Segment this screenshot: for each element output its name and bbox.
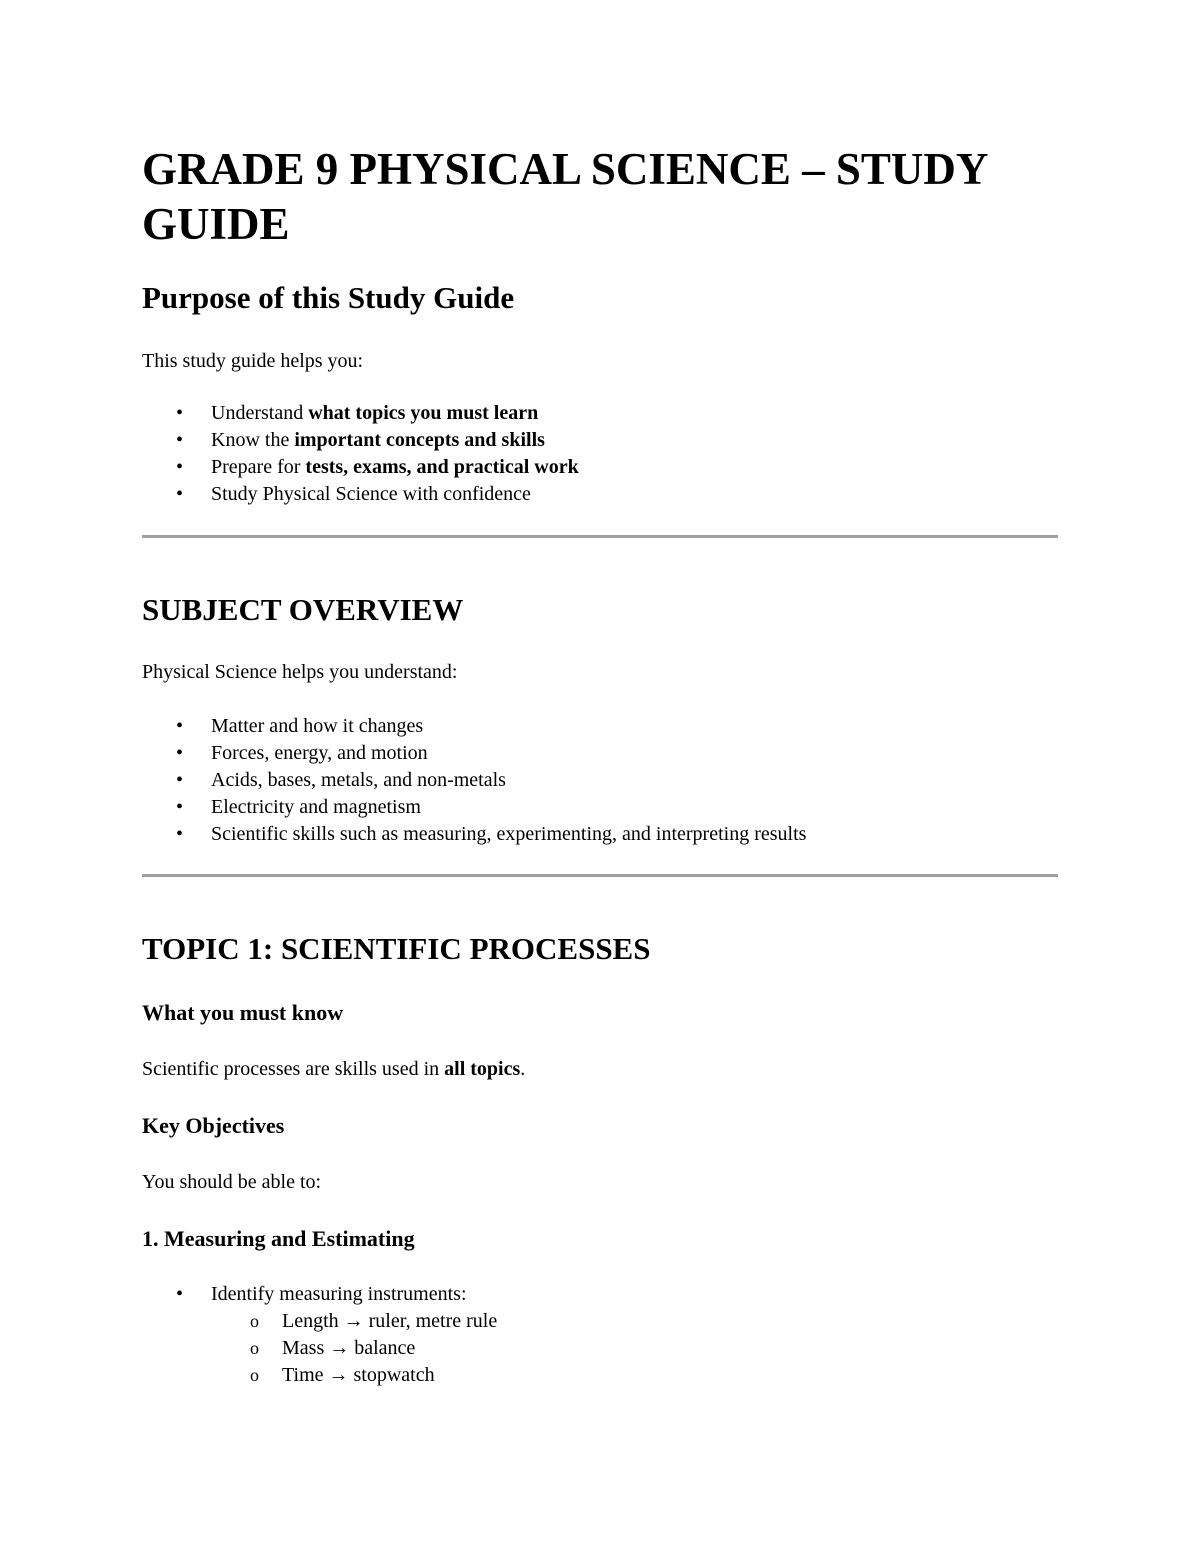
horizontal-rule — [142, 874, 1058, 877]
section1-list — [142, 1281, 497, 1389]
item-bold: tests, exams, and practical work — [305, 456, 579, 478]
bullet-icon: • — [176, 742, 184, 764]
item-text: Matter and how it changes — [211, 715, 424, 737]
list-item — [142, 794, 806, 821]
item-text: Electricity and magnetism — [211, 796, 421, 818]
list-item — [142, 427, 579, 454]
sub-list-item — [142, 1308, 497, 1335]
list-item — [142, 767, 806, 794]
list-item — [142, 481, 579, 508]
text-bold: all topics — [444, 1058, 521, 1080]
circle-bullet-icon: o — [250, 1338, 259, 1358]
bullet-icon: • — [176, 715, 184, 737]
list-item — [142, 740, 806, 767]
sub-list-item — [142, 1362, 497, 1389]
must-know-text — [142, 1056, 525, 1082]
item-text: Length → ruler, metre rule — [282, 1310, 498, 1332]
objectives-intro: You should be able to: — [142, 1171, 322, 1193]
item-text: Scientific skills such as measuring, experimenting, and interpreting results — [211, 823, 807, 845]
item-bold: what topics you must learn — [308, 402, 539, 424]
objectives-heading: Key Objectives — [142, 1113, 285, 1138]
text: Scientific processes are skills used in — [142, 1058, 445, 1080]
list-item — [142, 821, 806, 848]
sub-list-item — [142, 1335, 497, 1362]
title-line-1: GRADE 9 PHYSICAL SCIENCE – STUDY — [142, 144, 989, 194]
item-text: Identify measuring instruments: — [211, 1283, 467, 1305]
bullet-icon: • — [176, 483, 184, 505]
purpose-heading: Purpose of this Study Guide — [142, 280, 515, 315]
overview-intro: Physical Science helps you understand: — [142, 661, 458, 683]
item-text: Prepare for — [211, 456, 306, 478]
document-title — [142, 142, 988, 252]
purpose-intro: This study guide helps you: — [142, 350, 364, 372]
overview-list — [142, 713, 806, 848]
title-line-2: GUIDE — [142, 199, 290, 249]
item-text: Know the — [211, 429, 295, 451]
list-item — [142, 400, 579, 427]
purpose-list — [142, 400, 579, 508]
list-item — [142, 713, 806, 740]
bullet-icon: • — [176, 456, 184, 478]
bullet-icon: • — [176, 402, 184, 424]
section1-heading: 1. Measuring and Estimating — [142, 1226, 415, 1251]
bullet-icon: • — [176, 823, 184, 845]
item-bold: important concepts and skills — [294, 429, 545, 451]
item-text: Acids, bases, metals, and non-metals — [211, 769, 506, 791]
circle-bullet-icon: o — [250, 1365, 259, 1385]
item-text: Mass → balance — [282, 1337, 416, 1359]
item-text: Understand — [211, 402, 309, 424]
horizontal-rule — [142, 535, 1058, 538]
list-item — [142, 454, 579, 481]
topic1-heading: TOPIC 1: SCIENTIFIC PROCESSES — [142, 931, 651, 966]
bullet-icon: • — [176, 429, 184, 451]
bullet-icon: • — [176, 796, 184, 818]
item-text: Study Physical Science with confidence — [211, 483, 531, 505]
list-item — [142, 1281, 497, 1308]
bullet-icon: • — [176, 1283, 184, 1305]
circle-bullet-icon: o — [250, 1311, 259, 1331]
item-text: Forces, energy, and motion — [211, 742, 428, 764]
item-text: Time → stopwatch — [282, 1364, 435, 1386]
must-know-heading: What you must know — [142, 1000, 344, 1025]
text: . — [520, 1058, 526, 1080]
overview-heading: SUBJECT OVERVIEW — [142, 592, 464, 627]
bullet-icon: • — [176, 769, 184, 791]
